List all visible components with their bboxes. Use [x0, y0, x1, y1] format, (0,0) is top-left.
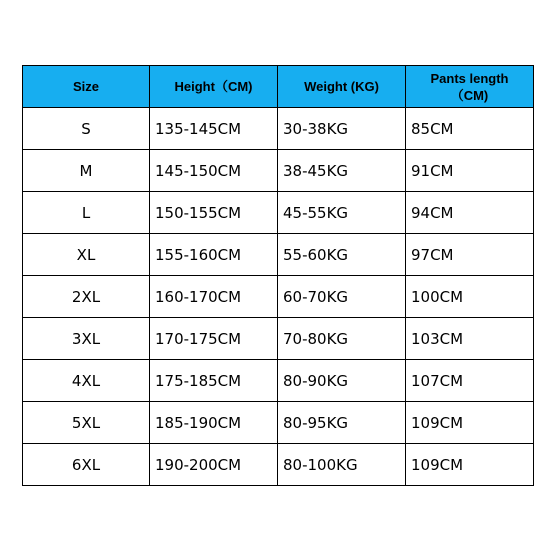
height-cell: 185-190CM	[150, 402, 278, 444]
weight-cell: 45-55KG	[278, 192, 406, 234]
weight-cell: 38-45KG	[278, 150, 406, 192]
pants-length-cell: 91CM	[406, 150, 534, 192]
size-chart-table	[22, 65, 534, 486]
weight-cell: 80-95KG	[278, 402, 406, 444]
size-cell: XL	[23, 234, 150, 276]
height-cell: 145-150CM	[150, 150, 278, 192]
size-cell: 2XL	[23, 276, 150, 318]
table-row	[23, 318, 534, 360]
weight-cell: 80-90KG	[278, 360, 406, 402]
table-row	[23, 402, 534, 444]
weight-cell: 60-70KG	[278, 276, 406, 318]
pants-length-cell: 109CM	[406, 444, 534, 486]
height-cell: 175-185CM	[150, 360, 278, 402]
height-cell: 160-170CM	[150, 276, 278, 318]
weight-cell: 55-60KG	[278, 234, 406, 276]
pants-length-cell: 107CM	[406, 360, 534, 402]
table-row	[23, 192, 534, 234]
height-cell: 170-175CM	[150, 318, 278, 360]
weight-cell: 80-100KG	[278, 444, 406, 486]
size-cell: L	[23, 192, 150, 234]
height-cell: 155-160CM	[150, 234, 278, 276]
size-cell: 4XL	[23, 360, 150, 402]
height-cell: 190-200CM	[150, 444, 278, 486]
table-header-row	[23, 66, 534, 108]
pants-length-cell: 97CM	[406, 234, 534, 276]
pants-length-cell: 94CM	[406, 192, 534, 234]
table-row	[23, 360, 534, 402]
weight-cell: 70-80KG	[278, 318, 406, 360]
header-size: Size	[23, 66, 150, 108]
pants-length-cell: 85CM	[406, 108, 534, 150]
height-cell: 150-155CM	[150, 192, 278, 234]
table-body	[23, 108, 534, 486]
table-row	[23, 108, 534, 150]
height-cell: 135-145CM	[150, 108, 278, 150]
header-pants-length: Pants length （CM)	[406, 66, 534, 108]
size-cell: 6XL	[23, 444, 150, 486]
size-cell: M	[23, 150, 150, 192]
header-weight: Weight (KG)	[278, 66, 406, 108]
table-row	[23, 444, 534, 486]
table-row	[23, 234, 534, 276]
size-cell: 3XL	[23, 318, 150, 360]
table-row	[23, 150, 534, 192]
pants-length-cell: 100CM	[406, 276, 534, 318]
pants-length-cell: 103CM	[406, 318, 534, 360]
size-cell: S	[23, 108, 150, 150]
size-cell: 5XL	[23, 402, 150, 444]
table-row	[23, 276, 534, 318]
header-height: Height（CM)	[150, 66, 278, 108]
weight-cell: 30-38KG	[278, 108, 406, 150]
pants-length-cell: 109CM	[406, 402, 534, 444]
